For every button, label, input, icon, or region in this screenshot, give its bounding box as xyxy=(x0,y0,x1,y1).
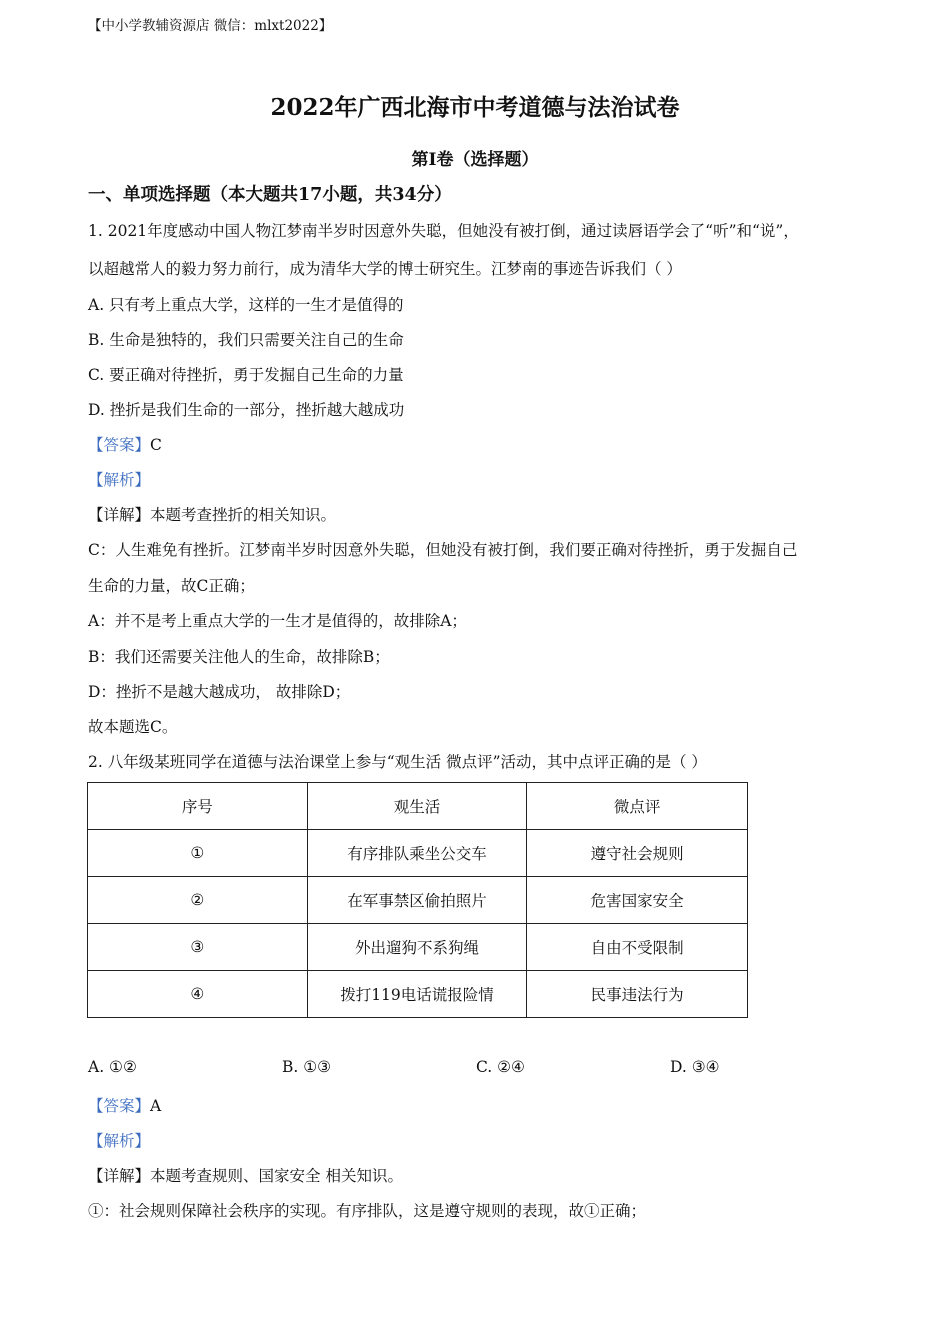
table-cell: 拨打119电话谎报险情 xyxy=(307,971,527,1018)
q2-explain-1: ①：社会规则保障社会秩序的实现。有序排队，这是遵守规则的表现，故①正确； xyxy=(88,1202,647,1220)
header-note: 【中小学教辅资源店 微信：mlxt2022】 xyxy=(88,18,333,34)
table-row xyxy=(88,971,748,1018)
q1-explain-b: B：我们还需要关注他人的生命，故排除B； xyxy=(88,648,390,666)
answer-label: 【答案】 xyxy=(88,436,151,454)
table-header-cell: 微点评 xyxy=(527,783,748,830)
table-cell: 在军事禁区偷拍照片 xyxy=(307,877,527,924)
q1-answer xyxy=(88,433,162,455)
q1-explain-a: A：并不是考上重点大学的一生才是值得的，故排除A； xyxy=(88,612,467,630)
q1-stem-line2: 以超越常人的毅力努力前行，成为清华大学的博士研究生。江梦南的事迹告诉我们（ ） xyxy=(88,260,682,278)
volume-heading: 第I卷（选择题） xyxy=(411,150,539,170)
table-cell: 民事违法行为 xyxy=(527,971,748,1018)
q2-option-a: A. ①② xyxy=(88,1058,137,1076)
q1-option-a: A. 只有考上重点大学，这样的一生才是值得的 xyxy=(88,296,404,314)
q1-option-d: D. 挫折是我们生命的一部分，挫折越大越成功 xyxy=(88,401,405,419)
answer-value: C xyxy=(150,436,162,454)
q1-stem-line1: 1. 2021年度感动中国人物江梦南半岁时因意外失聪，但她没有被打倒，通过读唇语学会了“听”和“说”， xyxy=(88,222,799,240)
q1-detail xyxy=(88,503,336,525)
table-row xyxy=(88,877,748,924)
detail-label: 【详解】 xyxy=(88,1167,151,1185)
table-cell: 危害国家安全 xyxy=(527,877,748,924)
q1-conclusion: 故本题选C。 xyxy=(88,718,178,736)
q1-option-c: C. 要正确对待挫折，勇于发掘自己生命的力量 xyxy=(88,366,404,384)
table-cell: ② xyxy=(88,877,308,924)
table-header-row xyxy=(88,783,748,830)
q1-explain-c-line2: 生命的力量，故C正确； xyxy=(88,577,255,595)
q1-explain-d: D：挫折不是越大越成功， 故排除D； xyxy=(88,683,351,701)
q2-option-c: C. ②④ xyxy=(476,1058,525,1076)
q1-analysis-label: 【解析】 xyxy=(88,471,151,489)
q2-detail xyxy=(88,1164,403,1186)
table-cell: 外出遛狗不系狗绳 xyxy=(307,924,527,971)
detail-text: 本题考查挫折的相关知识。 xyxy=(150,506,337,524)
detail-label: 【详解】 xyxy=(88,506,151,524)
table-row xyxy=(88,830,748,877)
page-title: 2022年广西北海市中考道德与法治试卷 xyxy=(270,94,680,121)
table-cell: 遵守社会规则 xyxy=(527,830,748,877)
q2-analysis-label: 【解析】 xyxy=(88,1132,151,1150)
answer-value: A xyxy=(150,1097,162,1115)
q2-option-b: B. ①③ xyxy=(282,1058,332,1076)
table-cell: ④ xyxy=(88,971,308,1018)
table-header-cell: 序号 xyxy=(88,783,308,830)
q1-option-b: B. 生命是独特的，我们只需要关注自己的生命 xyxy=(88,331,404,349)
q2-table xyxy=(87,782,748,1018)
q2-stem: 2. 八年级某班同学在道德与法治课堂上参与“观生活 微点评”活动，其中点评正确的是（ ） xyxy=(88,753,707,771)
q1-explain-c-line1: C：人生难免有挫折。江梦南半岁时因意外失聪，但她没有被打倒，我们要正确对待挫折，勇于发掘自己 xyxy=(88,541,798,559)
table-row xyxy=(88,924,748,971)
q2-answer xyxy=(88,1094,161,1116)
table-cell: ③ xyxy=(88,924,308,971)
table-header-cell: 观生活 xyxy=(307,783,527,830)
table-cell: 自由不受限制 xyxy=(527,924,748,971)
table-cell: 有序排队乘坐公交车 xyxy=(307,830,527,877)
q2-option-d: D. ③④ xyxy=(670,1058,720,1076)
table-cell: ① xyxy=(88,830,308,877)
detail-text: 本题考查规则、国家安全 相关知识。 xyxy=(150,1167,403,1185)
section-heading: 一、单项选择题（本大题共17小题，共34分） xyxy=(88,185,452,205)
answer-label: 【答案】 xyxy=(88,1097,151,1115)
